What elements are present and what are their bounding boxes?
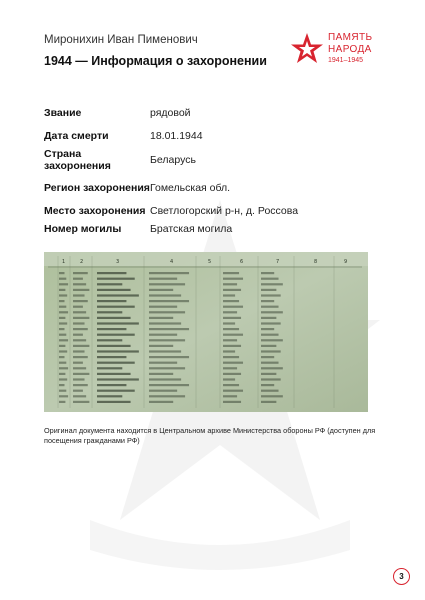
doc-handwritten-entry	[59, 278, 66, 280]
doc-column-number: 5	[208, 259, 212, 265]
doc-handwritten-entry	[73, 289, 89, 291]
doc-handwritten-entry	[261, 272, 274, 274]
doc-handwritten-entry	[149, 339, 185, 341]
doc-handwritten-entry	[149, 401, 173, 403]
logo-text-line1: ПАМЯТЬ	[328, 32, 373, 43]
doc-handwritten-entry	[223, 384, 239, 386]
doc-handwritten-entry	[97, 350, 139, 352]
doc-handwritten-entry	[223, 401, 241, 403]
doc-handwritten-entry	[223, 322, 235, 324]
doc-handwritten-entry	[97, 300, 126, 302]
doc-handwritten-entry	[73, 311, 86, 313]
doc-handwritten-entry	[149, 390, 177, 392]
doc-handwritten-entry	[97, 334, 135, 336]
doc-handwritten-entry	[223, 294, 235, 296]
doc-handwritten-entry	[73, 356, 88, 358]
doc-handwritten-entry	[59, 345, 65, 347]
doc-handwritten-entry	[73, 300, 88, 302]
doc-handwritten-entry	[261, 350, 281, 352]
doc-handwritten-entry	[59, 322, 67, 324]
doc-handwritten-entry	[149, 378, 181, 380]
info-value: Гомельская обл.	[150, 182, 231, 194]
doc-handwritten-entry	[59, 334, 66, 336]
doc-handwritten-entry	[97, 289, 131, 291]
doc-handwritten-entry	[223, 306, 243, 308]
doc-handwritten-entry	[59, 328, 65, 330]
doc-handwritten-entry	[59, 300, 65, 302]
doc-column-number: 6	[240, 259, 244, 265]
doc-handwritten-entry	[59, 401, 65, 403]
doc-handwritten-entry	[261, 367, 283, 369]
page-title: 1944 — Информация о захоронении	[44, 54, 267, 68]
doc-handwritten-entry	[261, 317, 276, 319]
info-row-death-date	[44, 128, 384, 144]
doc-handwritten-entry	[223, 356, 239, 358]
doc-handwritten-entry	[97, 311, 122, 313]
doc-handwritten-entry	[261, 401, 276, 403]
doc-column-number: 9	[344, 259, 348, 265]
doc-handwritten-entry	[97, 345, 131, 347]
doc-handwritten-entry	[149, 362, 177, 364]
doc-handwritten-entry	[261, 278, 279, 280]
doc-handwritten-entry	[149, 272, 189, 274]
doc-handwritten-entry	[59, 317, 65, 319]
doc-handwritten-entry	[223, 289, 241, 291]
doc-handwritten-entry	[223, 272, 239, 274]
doc-handwritten-entry	[223, 345, 241, 347]
doc-column-number: 3	[116, 259, 120, 265]
doc-handwritten-entry	[73, 294, 85, 296]
info-value: Светлогорский р-н, д. Россова	[150, 205, 299, 217]
doc-handwritten-entry	[73, 390, 83, 392]
doc-handwritten-entry	[59, 356, 65, 358]
doc-handwritten-entry	[149, 367, 185, 369]
info-row-region	[44, 176, 384, 200]
doc-handwritten-entry	[261, 334, 279, 336]
doc-handwritten-entry	[261, 373, 276, 375]
info-label: Дата смерти	[44, 130, 109, 142]
doc-handwritten-entry	[73, 401, 89, 403]
doc-handwritten-entry	[149, 317, 173, 319]
doc-handwritten-entry	[59, 306, 66, 308]
doc-handwritten-entry	[223, 367, 237, 369]
info-label: Страна захоронения	[44, 148, 111, 172]
doc-handwritten-entry	[261, 289, 276, 291]
red-star-icon	[290, 32, 324, 66]
doc-handwritten-entry	[223, 328, 239, 330]
doc-handwritten-entry	[149, 283, 185, 285]
doc-handwritten-entry	[261, 294, 281, 296]
doc-handwritten-entry	[223, 390, 243, 392]
doc-handwritten-entry	[59, 362, 66, 364]
doc-handwritten-entry	[73, 373, 89, 375]
info-row-rank	[44, 102, 384, 124]
doc-handwritten-entry	[261, 328, 274, 330]
doc-handwritten-entry	[59, 373, 65, 375]
doc-handwritten-entry	[97, 378, 139, 380]
doc-handwritten-entry	[223, 334, 243, 336]
doc-handwritten-entry	[149, 306, 177, 308]
doc-handwritten-entry	[59, 367, 68, 369]
doc-handwritten-entry	[97, 384, 126, 386]
doc-handwritten-entry	[261, 311, 283, 313]
info-row-place	[44, 204, 384, 218]
doc-handwritten-entry	[73, 317, 89, 319]
doc-handwritten-entry	[97, 294, 139, 296]
doc-handwritten-entry	[59, 384, 65, 386]
doc-handwritten-entry	[97, 362, 135, 364]
doc-handwritten-entry	[149, 350, 181, 352]
doc-handwritten-entry	[149, 294, 181, 296]
doc-handwritten-entry	[149, 373, 173, 375]
doc-handwritten-entry	[261, 300, 274, 302]
doc-handwritten-entry	[97, 401, 131, 403]
document-caption: Оригинал документа находится в Центральном архиве Министерства обороны РФ (доступен для посещения гражданами РФ)	[44, 426, 376, 445]
doc-handwritten-entry	[149, 328, 189, 330]
doc-handwritten-entry	[59, 350, 67, 352]
doc-handwritten-entry	[73, 322, 85, 324]
doc-handwritten-entry	[73, 278, 83, 280]
doc-handwritten-entry	[223, 395, 237, 397]
logo-text-line2: НАРОДА	[328, 44, 372, 55]
doc-handwritten-entry	[223, 300, 239, 302]
doc-handwritten-entry	[59, 289, 65, 291]
doc-handwritten-entry	[97, 339, 122, 341]
doc-handwritten-entry	[261, 283, 283, 285]
doc-handwritten-entry	[223, 362, 243, 364]
doc-handwritten-entry	[97, 306, 135, 308]
doc-handwritten-entry	[261, 384, 274, 386]
doc-handwritten-entry	[223, 339, 237, 341]
info-value: 18.01.1944	[150, 130, 203, 142]
page-number: 3	[393, 568, 410, 585]
doc-handwritten-entry	[97, 390, 135, 392]
doc-handwritten-entry	[223, 317, 241, 319]
info-row-country	[44, 148, 384, 172]
doc-handwritten-entry	[73, 395, 86, 397]
doc-handwritten-entry	[149, 345, 173, 347]
doc-handwritten-entry	[73, 334, 83, 336]
doc-handwritten-entry	[73, 362, 83, 364]
doc-handwritten-entry	[59, 339, 68, 341]
doc-handwritten-entry	[149, 322, 181, 324]
doc-handwritten-entry	[73, 283, 86, 285]
info-value: рядовой	[150, 107, 191, 119]
doc-column-number: 7	[276, 259, 280, 265]
doc-handwritten-entry	[261, 345, 276, 347]
doc-column-number: 2	[80, 259, 84, 265]
doc-handwritten-entry	[59, 272, 65, 274]
doc-handwritten-entry	[223, 378, 235, 380]
doc-handwritten-entry	[149, 311, 185, 313]
doc-column-number: 8	[314, 259, 318, 265]
info-value: Беларусь	[150, 154, 196, 166]
doc-handwritten-entry	[73, 328, 88, 330]
doc-handwritten-entry	[73, 378, 85, 380]
doc-handwritten-entry	[223, 311, 237, 313]
doc-handwritten-entry	[59, 283, 68, 285]
doc-handwritten-entry	[149, 384, 189, 386]
pamyat-naroda-logo[interactable]	[290, 30, 400, 70]
doc-handwritten-entry	[97, 356, 126, 358]
doc-handwritten-entry	[223, 350, 235, 352]
doc-handwritten-entry	[73, 350, 85, 352]
doc-handwritten-entry	[59, 378, 67, 380]
archive-document-image[interactable]	[44, 252, 368, 412]
info-label: Звание	[44, 107, 82, 119]
info-label: Регион захоронения	[44, 182, 150, 194]
doc-handwritten-entry	[149, 356, 189, 358]
info-label: Место захоронения	[44, 205, 146, 217]
doc-column-number: 4	[170, 259, 174, 265]
doc-handwritten-entry	[261, 378, 281, 380]
info-value: Братская могила	[150, 223, 233, 235]
doc-handwritten-entry	[59, 294, 67, 296]
document-scan	[44, 252, 368, 412]
doc-handwritten-entry	[261, 322, 281, 324]
info-label: Номер могилы	[44, 223, 122, 235]
doc-handwritten-entry	[97, 395, 122, 397]
doc-handwritten-entry	[149, 334, 177, 336]
doc-handwritten-entry	[97, 367, 122, 369]
doc-handwritten-entry	[73, 339, 86, 341]
doc-handwritten-entry	[261, 356, 274, 358]
doc-handwritten-entry	[59, 390, 66, 392]
doc-handwritten-entry	[261, 395, 283, 397]
doc-handwritten-entry	[149, 300, 189, 302]
burial-info-table	[44, 102, 384, 240]
doc-handwritten-entry	[73, 306, 83, 308]
doc-column-number: 1	[62, 259, 66, 265]
doc-handwritten-entry	[223, 283, 237, 285]
doc-handwritten-entry	[73, 367, 86, 369]
doc-handwritten-entry	[261, 362, 279, 364]
doc-handwritten-entry	[149, 395, 185, 397]
doc-handwritten-entry	[97, 317, 131, 319]
doc-handwritten-entry	[97, 373, 131, 375]
doc-handwritten-entry	[149, 289, 173, 291]
doc-handwritten-entry	[261, 390, 279, 392]
doc-handwritten-entry	[97, 272, 126, 274]
doc-handwritten-entry	[73, 272, 88, 274]
doc-handwritten-entry	[73, 384, 88, 386]
doc-handwritten-entry	[261, 306, 279, 308]
doc-handwritten-entry	[149, 278, 177, 280]
doc-handwritten-entry	[223, 373, 241, 375]
doc-handwritten-entry	[73, 345, 89, 347]
person-name: Миронихин Иван Пименович	[44, 34, 198, 46]
doc-handwritten-entry	[223, 278, 243, 280]
logo-years: 1941–1945	[328, 57, 364, 64]
doc-handwritten-entry	[59, 395, 68, 397]
info-row-grave	[44, 222, 384, 236]
doc-handwritten-entry	[97, 322, 139, 324]
doc-handwritten-entry	[97, 283, 122, 285]
doc-handwritten-entry	[97, 328, 126, 330]
doc-handwritten-entry	[97, 278, 135, 280]
doc-handwritten-entry	[261, 339, 283, 341]
doc-handwritten-entry	[59, 311, 68, 313]
